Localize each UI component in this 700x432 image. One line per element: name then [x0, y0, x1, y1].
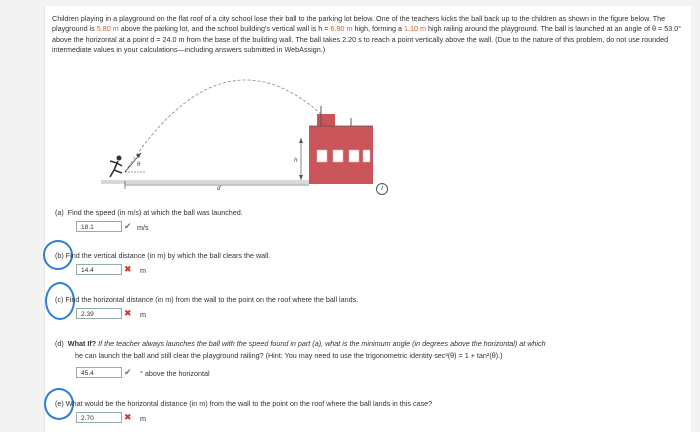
label-h: h	[294, 158, 298, 164]
part-c-cross-icon: ✖	[124, 308, 132, 318]
ball-trajectory	[125, 80, 321, 172]
part-b-cross-icon: ✖	[124, 264, 132, 274]
part-d-check-icon: ✔	[124, 367, 132, 377]
wall-height: 6.90 m	[330, 24, 353, 34]
part-e-question: (e) What would be the horizontal distance (in m) from the wall to the point on the roof where the ball lands in this case?	[55, 399, 433, 408]
part-e-unit: m	[140, 414, 146, 423]
part-a-check-icon: ✔	[124, 221, 132, 231]
problem-statement: Children playing in a playground on the flat roof of a city school lose their ball to the parking lot below. One of the teachers kicks the ball back up to the children as shown in the figure below. The playground is 5.80 m above the parking lot, and the school building's vertical wall is h = 6.90 m high, forming a 1.10 m high railing around the playground. The ball is launched at an angle of θ = 53.0° above the horizontal at a point d = 24.0 m from the base of the building wall. The ball takes 2.20 s to reach a point vertically above the wall. (Due to the nature of this problem, do not use rounded intermediate values in your calculations—including answers submitted in WebAssign.)	[52, 14, 682, 55]
part-e-answer-input[interactable]: 2.70	[76, 412, 122, 423]
playground-height: 5.80 m	[96, 24, 119, 34]
parking-lot-ground	[101, 180, 309, 184]
part-b-answer-input[interactable]: 14.4	[76, 264, 122, 275]
info-icon[interactable]: i	[376, 183, 388, 195]
part-b-unit: m	[140, 266, 146, 275]
part-c-unit: m	[140, 310, 146, 319]
label-d: d	[217, 186, 221, 192]
part-d-unit: ° above the horizontal	[140, 369, 210, 378]
part-d-answer-input[interactable]: 45.4	[76, 367, 122, 378]
label-theta: θ	[137, 162, 141, 168]
part-a-unit: m/s	[137, 223, 149, 232]
part-b-question: (b) Find the vertical distance (in m) by which the ball clears the wall.	[55, 251, 271, 260]
part-c-question: (c) Find the horizontal distance (in m) from the wall to the point on the roof where the ball lands.	[55, 295, 359, 304]
part-e-cross-icon: ✖	[124, 412, 132, 422]
part-c-answer-input[interactable]: 2.39	[76, 308, 122, 319]
part-d-question-hint: he can launch the ball and still clear the playground railing? (Hint: You may need to use the trigonometric identity sec²(θ) = 1 + tan²(θ).)	[75, 351, 503, 360]
problem-figure	[95, 74, 415, 200]
railing-height: 1.10 m	[404, 24, 426, 34]
part-a-question: (a) Find the speed (in m/s) at which the ball was launched.	[55, 208, 243, 217]
part-a-answer-input[interactable]: 18.1	[76, 221, 122, 232]
kicker-figure	[110, 156, 122, 178]
part-d-question: (d) What If? If the teacher always launches the ball with the speed found in part (a), what is the minimum angle (in degrees above the horizontal) at which	[55, 339, 546, 348]
